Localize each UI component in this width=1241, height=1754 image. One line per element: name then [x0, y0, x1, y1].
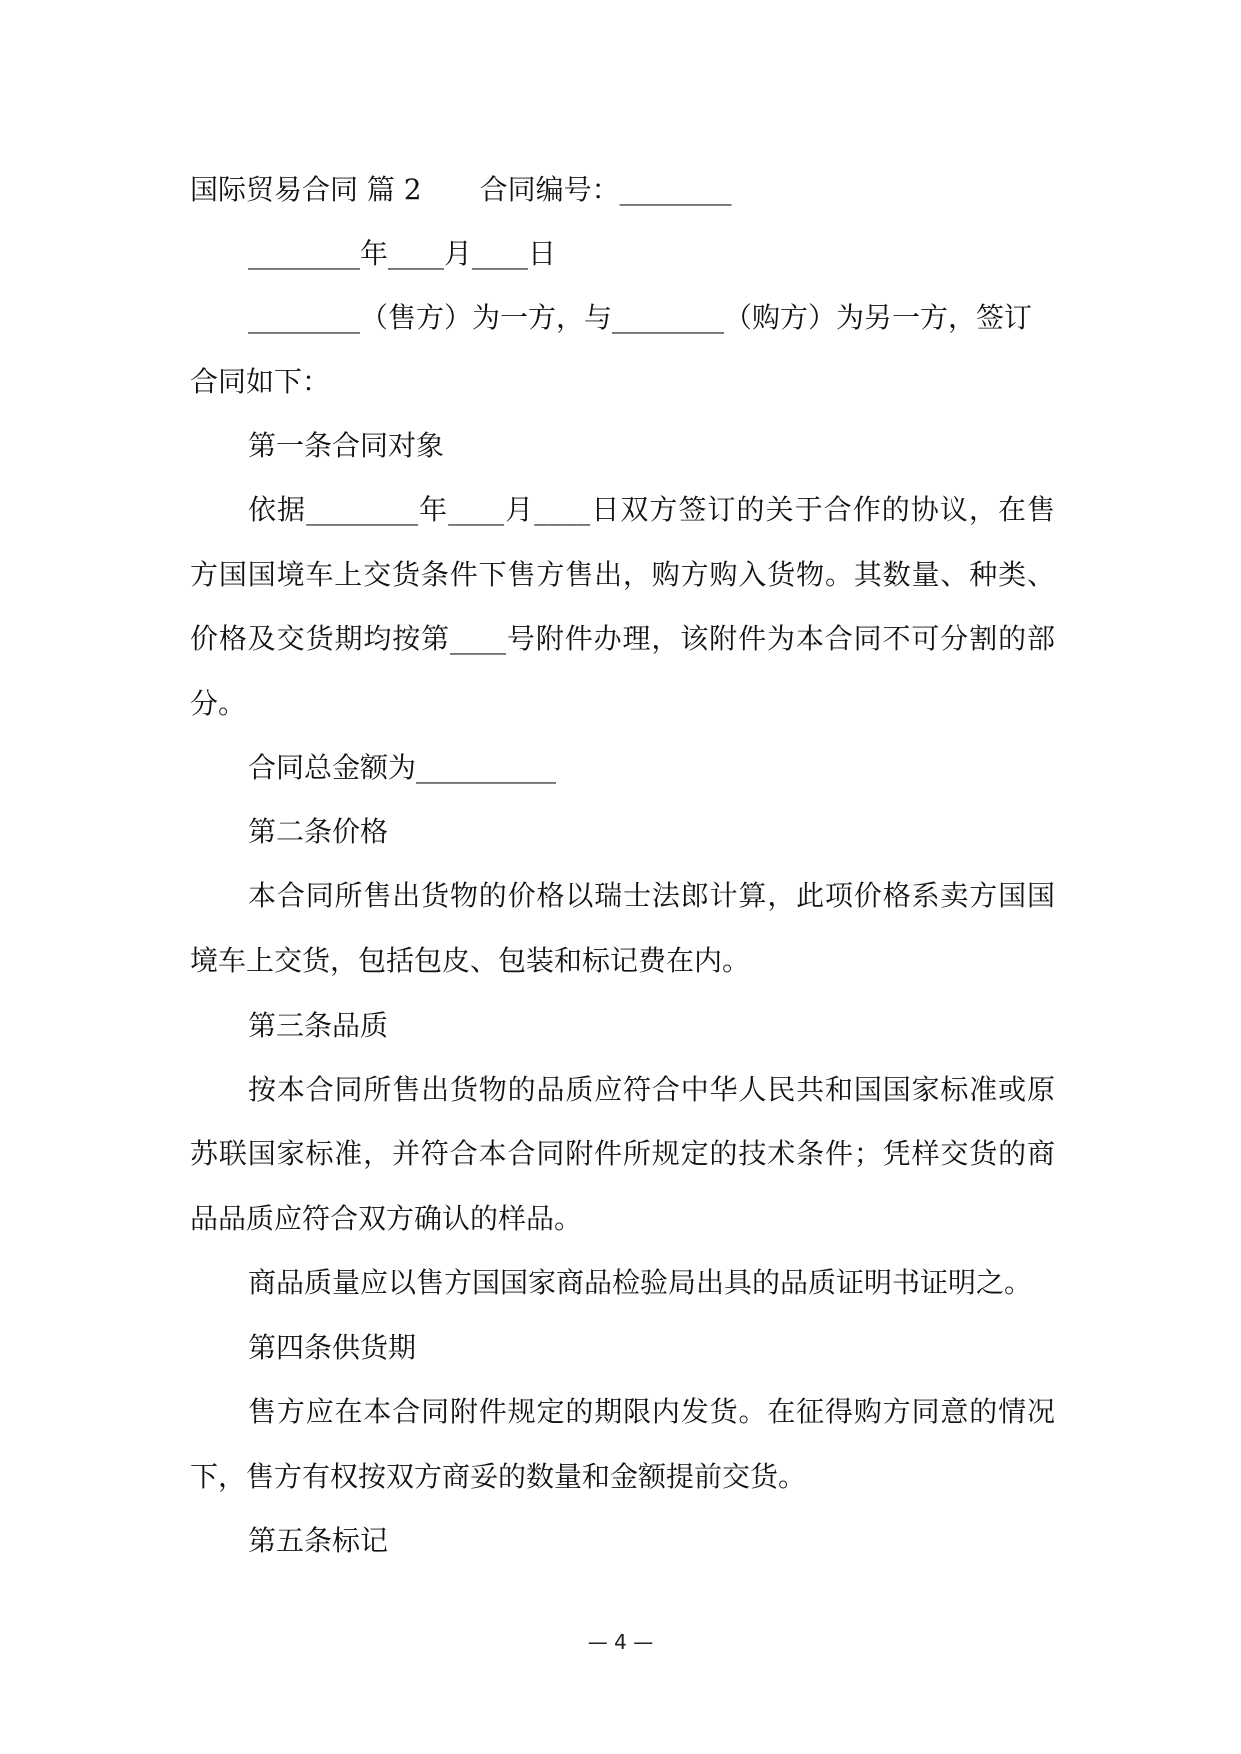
- article-3-heading: 第三条品质: [248, 1008, 389, 1042]
- page-number: — 4 —: [587, 1630, 654, 1654]
- document-body: [190, 158, 1055, 1573]
- article-5-heading: 第五条标记: [248, 1524, 389, 1558]
- article-2-heading: 第二条价格: [248, 815, 389, 849]
- date-line: ________年____月____日: [248, 237, 557, 270]
- article-4-heading: 第四条供货期: [248, 1330, 417, 1364]
- article-3-paragraph-2: 商品质量应以售方国国家商品检验局出具的品质证明书证明之。: [248, 1266, 1033, 1300]
- contract-number: 合同编号：________: [479, 173, 732, 206]
- article-2-paragraph: 本合同所售出货物的价格以瑞士法郎计算，此项价格系卖方国国境车上交货，包括包皮、包装和标记费在内。: [190, 879, 1055, 977]
- document-header: [190, 158, 1055, 222]
- article-1-total-amount: 合同总金额为__________: [248, 751, 557, 785]
- article-4-paragraph: 售方应在本合同附件规定的期限内发货。在征得购方同意的情况下，售方有权按双方商妥的数量和金额提前交货。: [190, 1394, 1055, 1493]
- article-1-heading: 第一条合同对象: [248, 429, 445, 462]
- article-3-paragraph-1: 按本合同所售出货物的品质应符合中华人民共和国国家标准或原苏联国家标准，并符合本合同附件所规定的技术条件；凭样交货的商品品质应符合双方确认的样品。: [190, 1072, 1055, 1235]
- parties-line-2: 合同如下：: [190, 365, 331, 398]
- article-1-paragraph: 依据________年____月____日双方签订的关于合作的协议，在售方国国境车上交货条件下售方售出，购方购入货物。其数量、种类、价格及交货期均按第____号附件办理，该附件为本合同不可分割的部分。: [190, 493, 1055, 720]
- document-title: 国际贸易合同 篇 2: [190, 173, 422, 206]
- parties-line-1: ________（售方）为一方，与________（购方）为另一方，签订: [248, 301, 1033, 334]
